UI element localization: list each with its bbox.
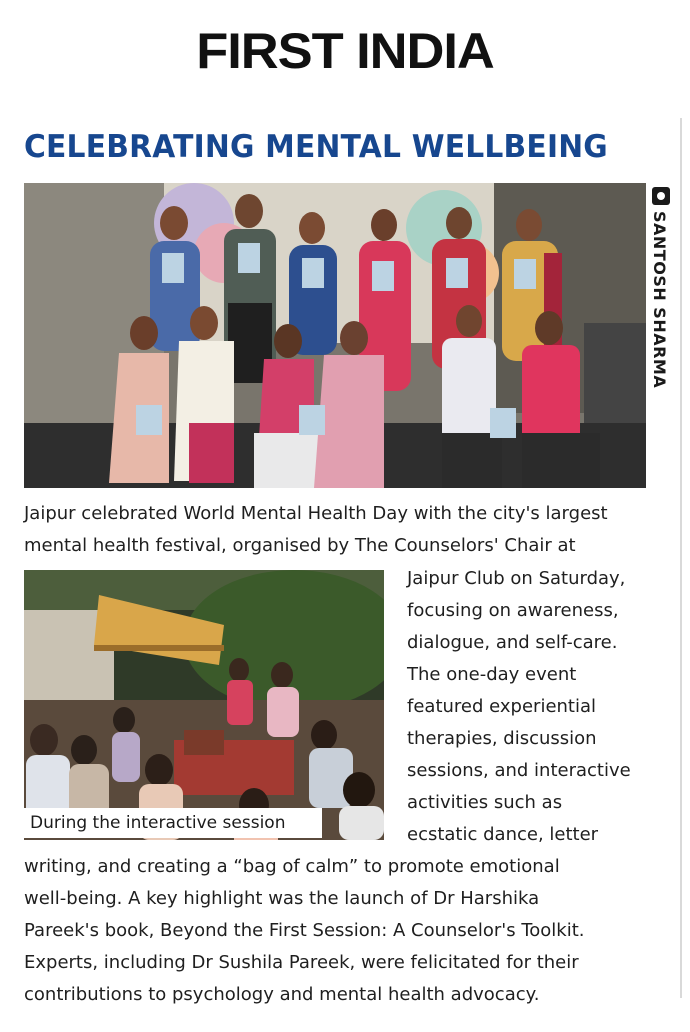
body-line: sessions, and interactive <box>407 760 631 781</box>
inset-photo-illustration <box>24 570 384 840</box>
photo-credit <box>648 183 678 418</box>
headline: CELEBRATING MENTAL WELLBEING <box>24 129 608 165</box>
body-line: ecstatic dance, letter <box>407 824 599 845</box>
body-line: Jaipur Club on Saturday, <box>407 568 626 589</box>
body-line: Experts, including Dr Sushila Pareek, were felicitated for their <box>24 952 579 973</box>
group-photo <box>24 183 646 488</box>
photo-credit-name: SANTOSH SHARMA <box>650 211 669 389</box>
body-line: dialogue, and self-care. <box>407 632 618 653</box>
inset-photo <box>24 570 384 840</box>
body-line: writing, and creating a “bag of calm” to promote emotional <box>24 856 560 877</box>
body-line: contributions to psychology and mental health advocacy. <box>24 984 540 1005</box>
body-line: well-being. A key highlight was the launch of Dr Harshika <box>24 888 540 909</box>
body-line: activities such as <box>407 792 563 813</box>
body-line: Pareek's book, Beyond the First Session: A Counselor's Toolkit. <box>24 920 585 941</box>
body-line: featured experiential <box>407 696 597 717</box>
body-line: mental health festival, organised by The Counselors' Chair at <box>24 535 576 556</box>
inset-caption: During the interactive session <box>24 808 322 838</box>
body-line: focusing on awareness, <box>407 600 619 621</box>
body-line: The one-day event <box>407 664 577 685</box>
group-photo-illustration <box>24 183 646 488</box>
column-rule <box>680 118 682 998</box>
body-line: therapies, discussion <box>407 728 597 749</box>
camera-icon <box>652 187 670 205</box>
masthead: FIRST INDIA <box>196 23 494 79</box>
body-line: Jaipur celebrated World Mental Health Day with the city's largest <box>24 503 608 524</box>
